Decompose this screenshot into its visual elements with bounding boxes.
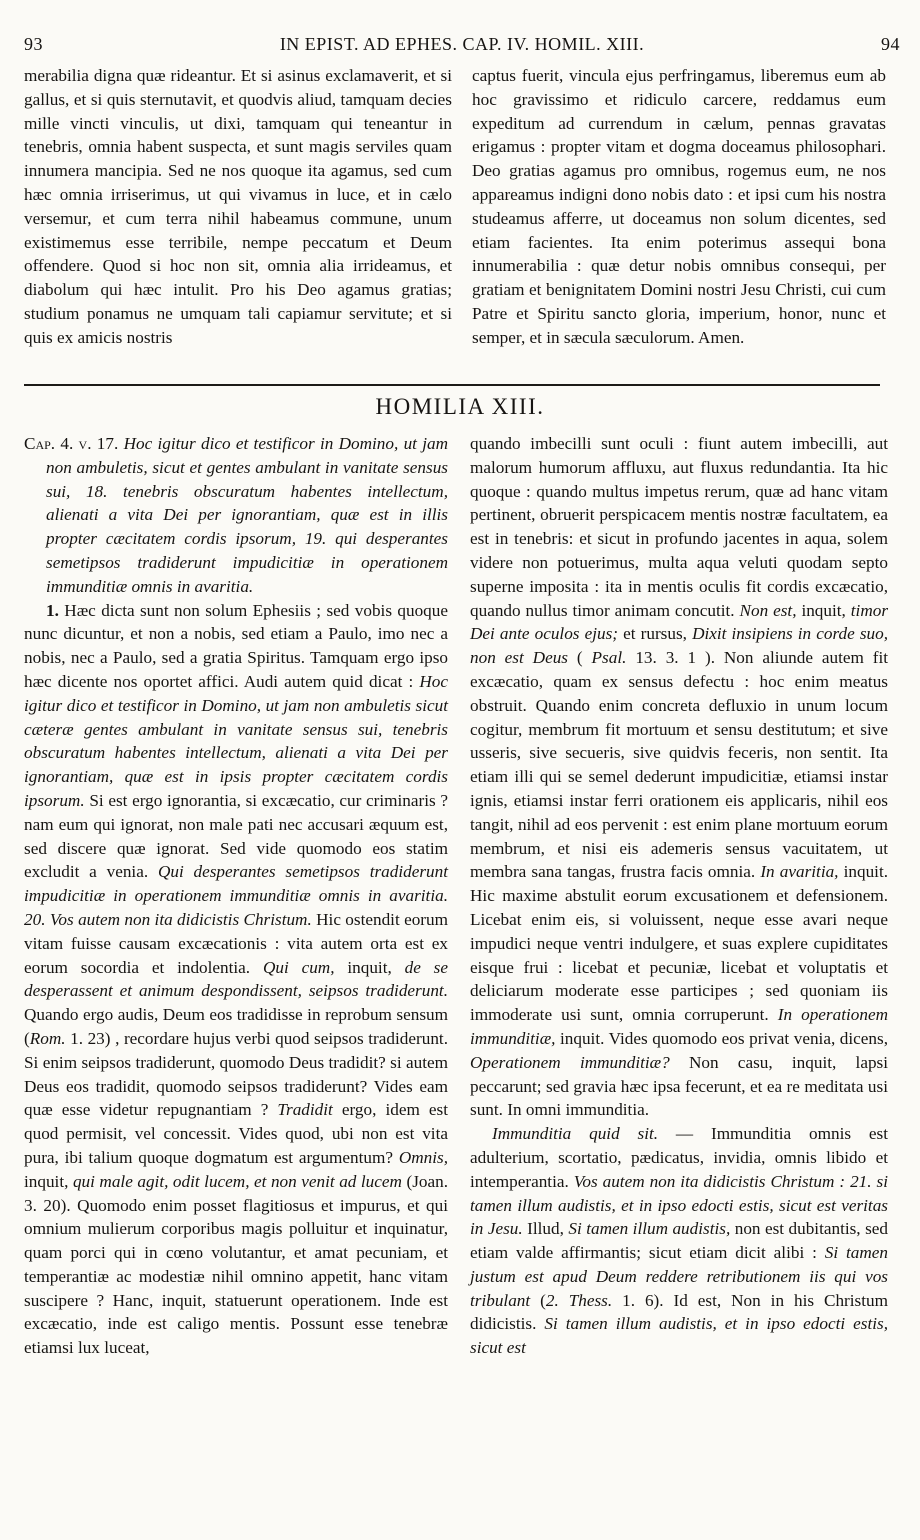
italic-quote: Si tamen illum audistis, bbox=[568, 1219, 731, 1239]
bottom-left-column bbox=[24, 432, 448, 1360]
top-left-text: merabilia digna quæ rideantur. Et si asinus exclamaverit, et si gallus, et si quis sternutavit, et quodvis aliud, tamquam decies mille vincti vinculis, ut dixi, tamquam qui teneantur in tenebris, omnia habent suspecta, et sunt magis serviles quam innumera mancipia. Sed ne nos quoque ita agamus, sed cum hæc omnia irriserimus, ut qui vivamus in luce, et in cælo versemur, et cum terra nihil habeamus commune, unum existimemus esse terribile, nempe peccatum et Deum offendere. Quod si hoc non sit, omnia alia irrideamus, et diabolum qui hæc intulit. Pro his Deo agamus gratias; studium ponamus ne umquam tali capiamur servitute; et si quis ex amicis nostris bbox=[24, 66, 452, 347]
bottom-right-column bbox=[470, 432, 888, 1360]
italic-quote: de se desperassent et animum despondissent, seipsos tradiderunt. bbox=[24, 957, 448, 1001]
text-run: ergo, idem est quod permisit, vel concessit. Vides quod, ubi non est vita pura, ibi talium quoque dogmatum est argumentum? bbox=[24, 1100, 448, 1167]
italic-quote: Dixit insipiens in corde suo, non est Deus bbox=[470, 624, 888, 668]
text-run: inquit, bbox=[347, 957, 392, 977]
text-run: quando imbecilli sunt oculi : fiunt autem imbecilli, aut malorum humorum affluxu, aut fluxus redundantia. Ita hic quoque : quando multus impetus rerum, quæ ad hanc vitam pertinent, obruerit perspicacem mentis nostræ facultatem, ea est in tenebris: et sicut in profundo jacentes in aqua, solem videre non potuerimus, multa aqua veluti quodam septo superne imposita : ita in mentis oculis fit cordis excæcatio, quando nullus timor animam concutit. bbox=[470, 434, 888, 620]
paragraph-1 bbox=[24, 599, 448, 1361]
text-run: inquit, bbox=[24, 1171, 69, 1191]
italic-quote: Si tamen justum est apud Deum reddere retributionem iis qui vos tribulant bbox=[470, 1243, 889, 1310]
text-run: ( bbox=[576, 648, 583, 668]
text-run: Hæc dicta sunt non solum Ephesiis ; sed vobis quoque nunc dicuntur, et non a nobis, sed etiam a Paulo, imo nec a nobis, nec a Paulo, sed a gratia Spiritus. Tamquam ergo ipso hæc dicente nos oportet affici. Audi autem quid dicat : bbox=[24, 600, 448, 691]
italic-quote: Operationem immunditiæ? bbox=[470, 1052, 670, 1072]
page-number-left: 93 bbox=[24, 34, 43, 54]
page-number-right: 94 bbox=[881, 34, 900, 54]
text-run: 1. 23) , recordare hujus verbi quod seipsos tradiderunt. Si enim seipsos tradiderunt, quomodo Deus tradidit? si autem Deus eos tradidit, quomodo seipsos tradiderunt? Vides eam quæ esse videtur repugnantiam ? bbox=[24, 1028, 448, 1120]
text-run: inquit. Vides quomodo eos privat venia, dicens, bbox=[560, 1028, 888, 1048]
italic-quote: timor Dei ante oculos ejus; bbox=[470, 600, 889, 644]
running-title: IN EPIST. AD EPHES. CAP. IV. HOMIL. XIII. bbox=[279, 34, 645, 54]
italic-quote: Non est, bbox=[739, 600, 797, 620]
paragraph-heading: Immunditia quid sit. bbox=[492, 1124, 659, 1144]
text-run: Non casu, inquit, lapsi peccarunt; sed gravia hæc ipsa fecerunt, et ea re meditata usi sunt. In omni immunditia. bbox=[470, 1052, 889, 1120]
text-run: et rursus, bbox=[623, 624, 687, 644]
italic-quote: Hoc igitur dico et testificor in Domino, ut jam non ambuletis sicut cæteræ gentes ambulant in vanitate sensus sui, tenebris obscuratum habentes intellectum, alienati a vita Dei per ignorantiam, quæ est in ipsis propter cæcitatem cordis ipsorum. bbox=[24, 671, 448, 810]
homily-title: HOMILIA XIII. bbox=[375, 394, 545, 419]
text-run: inquit. Hic maxime abstulit eorum excusationem et defensionem. Licebat enim eis, si voluissent, neque esse avari neque impudici neque ventri indulgere, et suas explere cupiditates eisque frui : licebat et pecuniæ, licebat et voluptatis et deliciarum moderate esse participes ; sed quoniam iis immoderate usi sunt, omnia corruperunt. bbox=[470, 862, 889, 1025]
italic-reference: Rom. bbox=[29, 1028, 66, 1048]
chapter-verse-citation bbox=[24, 432, 448, 599]
italic-quote: Vos autem non ita didicistis Christum : 21. si tamen illum audistis, et in ipso edocti estis, sicut est veritas in Jesu. bbox=[470, 1171, 888, 1239]
text-run: 1. 6). Id est, Non in his Christum didicistis. bbox=[470, 1290, 888, 1334]
chapter-text: Hoc igitur dico et testificor in Domino, ut jam non ambuletis, sicut et gentes ambulant in vanitate sensus sui, 18. tenebris obscuratum habentes intellectum, alienati a vita Dei per ignorantiam, quæ est in illis propter cæcitatem cordis ipsorum, 19. qui desperantes semetipsos tradiderunt impudicitiæ in operationem immunditiæ omnis in avaritia. bbox=[46, 434, 448, 596]
italic-quote: Si tamen illum audistis, et in ipso edocti estis, sicut est bbox=[470, 1314, 888, 1358]
text-run: Illud, bbox=[527, 1219, 564, 1239]
italic-quote: qui male agit, odit lucem, et non venit ad lucem bbox=[72, 1171, 402, 1191]
top-right-column bbox=[472, 64, 886, 350]
italic-quote: In avaritia, bbox=[760, 862, 839, 882]
text-run: Si est ergo ignorantia, si excæcatio, cur criminaris ? nam eum qui ignorat, non male pati nec accusari æquum est, sed discere quæ ignorat. Sed vide quomodo eos statim excludit a venia. bbox=[24, 790, 449, 882]
italic-quote: In operationem immunditiæ, bbox=[470, 1005, 888, 1048]
running-head bbox=[24, 34, 900, 58]
text-run: — Immunditia omnis est adulterium, scortatio, pædicatus, invidia, omnis libido et intemperantia. bbox=[470, 1124, 888, 1191]
top-right-text: captus fuerit, vincula ejus perfringamus, liberemus eum ab hoc gravissimo et ridiculo carcere, reddamus eum expeditum ad currendum in cælum, pennas gravatas erigamus : propter vitam et dogma doceamus philosophari. Deo gratias agamus pro omnibus, rogemus eum, ne nos appareamus indigni dono nobis dato : et ipsi cum his nostra studeamus afferre, ut doceamus non solum dicentes, sed etiam facientes. Ita enim poterimus assequi bona innumerabilia : quæ detur nobis omnibus consequi, per gratiam et benignitatem Domini nostri Jesu Christi, cui cum Patre et Spiritu sancto gloria, imperium, honor, nunc et semper, et in sæcula sæculorum. Amen. bbox=[472, 66, 886, 347]
chapter-label: Cap. 4. v. 17. bbox=[24, 434, 119, 453]
top-left-column bbox=[24, 64, 452, 350]
text-run: 13. 3. 1 ). Non aliunde autem fit excæcatio, quam ex sensus defectu : hoc enim meatus obstruit. Quando enim concreta defluxio in unum locum cogitur, membrum fit mortuum et sensu destitutum; et sive usseris, sive secueris, sive quidvis feceris, non sentit. Ita etiam illi qui se semel dederunt impudicitiæ, etiamsi instar ignis, etiamsi instar ferri orationem eis applicaris, nihil eos tangit, nihil ad eos pervenit : est enim plane mortuum eorum membrum, et nisi eis ademeris sensus vacuitatem, ut membra sana tangas, frustra facis omnia. bbox=[470, 648, 889, 882]
italic-reference: Psal. bbox=[591, 648, 627, 668]
text-run: Quando ergo audis, Deum eos tradidisse in reprobum sensum ( bbox=[24, 1005, 448, 1048]
paragraph-2 bbox=[470, 1122, 888, 1360]
section-divider bbox=[24, 384, 880, 386]
italic-reference: 2. Thess. bbox=[545, 1290, 613, 1310]
italic-quote: Qui desperantes semetipsos tradiderunt impudicitiæ in operationem immunditiæ omnis in avaritia. 20. Vos autem non ita didicistis Christum. bbox=[24, 862, 449, 929]
italic-quote: Tradidit bbox=[277, 1100, 333, 1120]
italic-quote: Qui cum, bbox=[262, 957, 335, 977]
text-run: ( bbox=[540, 1290, 546, 1310]
text-run: Hic ostendit eorum vitam fuisse causam excæcationis : vita autem orta est ex eorum socordia et indolentia. bbox=[24, 909, 448, 977]
text-run: (Joan. 3. 20). Quomodo enim posset flagitiosus et impurus, et qui omnium mulierum corporibus magis polluitur et inquinatur, quam porci qui in cœno volutantur, et amat pecuniam, et temperantiæ ac modestiæ nihil omnino appetit, hanc vitam suscipere ? Hanc, inquit, statuerunt operationem. Inde est excæcatio, inde est caligo mentis. Possunt esse tenebræ etiamsi lux luceat, bbox=[24, 1171, 449, 1358]
italic-quote: Omnis, bbox=[398, 1147, 449, 1167]
paragraph-number: 1. bbox=[46, 600, 59, 620]
text-run: non est dubitantis, sed etiam valde affirmantis; sicut etiam dicit alibi : bbox=[470, 1219, 888, 1263]
continued-paragraph bbox=[470, 432, 888, 1122]
text-run: inquit, bbox=[801, 600, 846, 620]
